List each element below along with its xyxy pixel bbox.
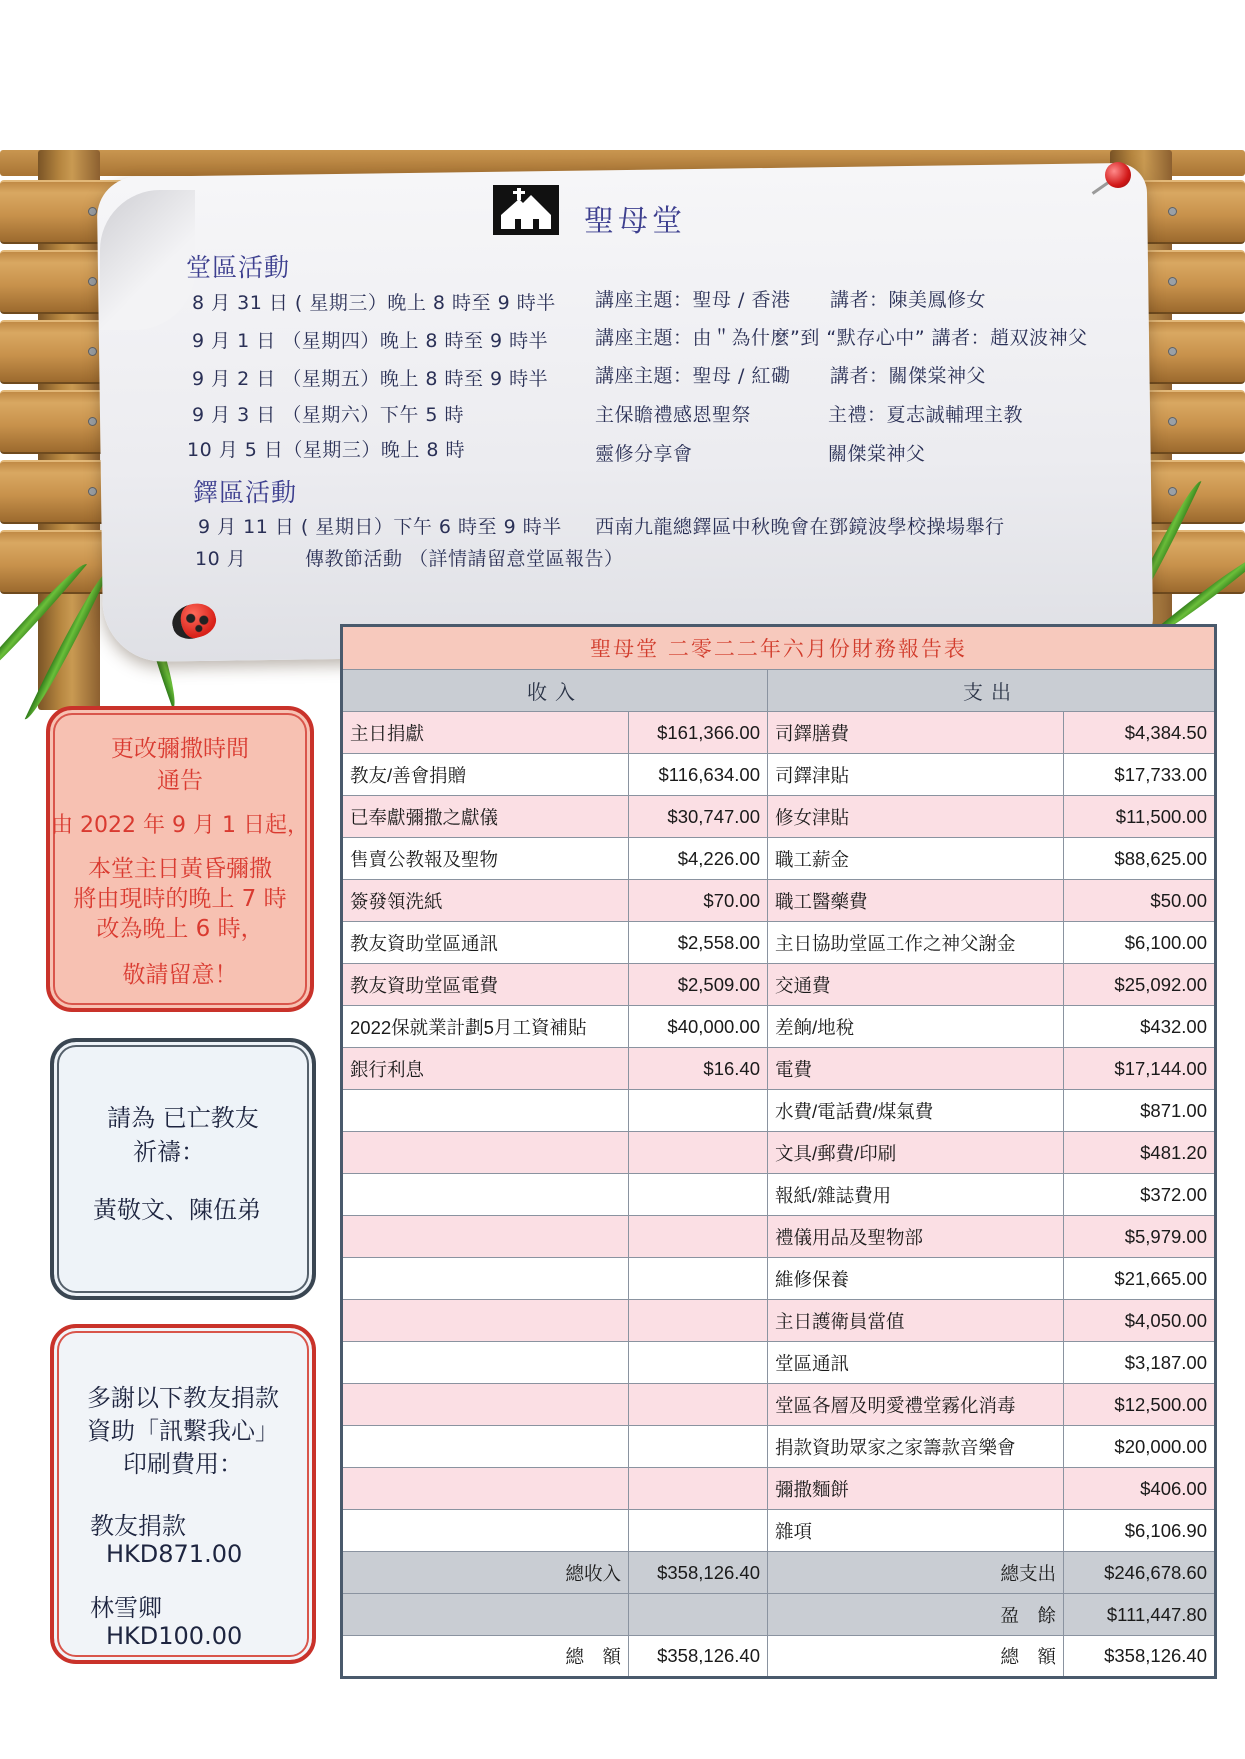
event-topic: 西南九龍總鐸區中秋晚會在鄧鏡波學校操場舉行 xyxy=(595,516,1005,538)
income-item xyxy=(342,1216,629,1258)
financial-report-table xyxy=(340,624,1217,1679)
prayer-text: 祈禱： xyxy=(133,1138,205,1166)
total-income-amount: $358,126.40 xyxy=(629,1552,768,1594)
church-name: 聖母堂 xyxy=(584,204,686,239)
expense-item: 修女津貼 xyxy=(768,796,1064,838)
event-date: 8 月 31 日 ( 星期三）晚上 8 時至 9 時半 xyxy=(192,292,556,314)
income-item xyxy=(342,1384,629,1426)
event-topic: 講座主題：聖母 / 香港 xyxy=(595,289,791,311)
finance-row xyxy=(342,1258,1216,1300)
expense-item: 雜項 xyxy=(768,1510,1064,1552)
income-item xyxy=(342,1468,629,1510)
income-item xyxy=(342,1510,629,1552)
deanery-activities-title: 鐸區活動 xyxy=(193,478,298,507)
event-speaker: 主禮：夏志誠輔理主教 xyxy=(828,404,1024,426)
expense-amount: $6,100.00 xyxy=(1064,922,1216,964)
expense-amount: $6,106.90 xyxy=(1064,1510,1216,1552)
expense-item: 彌撒麵餅 xyxy=(768,1468,1064,1510)
expense-header: 支出 xyxy=(768,670,1216,712)
income-amount xyxy=(629,1342,768,1384)
notice-heading: 通告 xyxy=(157,768,203,794)
event-date: 9 月 1 日 （星期四）晚上 8 時至 9 時半 xyxy=(192,330,549,352)
prayer-names: 黃敬文、陳伍弟 xyxy=(93,1196,261,1224)
income-item xyxy=(342,1342,629,1384)
income-item: 2022保就業計劃5月工資補貼 xyxy=(342,1006,629,1048)
income-header: 收入 xyxy=(342,670,768,712)
expense-item: 電費 xyxy=(768,1048,1064,1090)
expense-amount: $871.00 xyxy=(1064,1090,1216,1132)
expense-amount: $432.00 xyxy=(1064,1006,1216,1048)
finance-row xyxy=(342,964,1216,1006)
finance-row xyxy=(342,1426,1216,1468)
finance-row xyxy=(342,1132,1216,1174)
nail-icon xyxy=(88,487,97,496)
finance-row xyxy=(342,1216,1216,1258)
surplus-label: 盈 餘 xyxy=(768,1594,1064,1636)
income-amount: $16.40 xyxy=(629,1048,768,1090)
event-topic: 講座主題：聖母 / 紅磡 xyxy=(595,365,791,387)
income-amount xyxy=(629,1174,768,1216)
notice-text: 敬請留意！ xyxy=(122,962,238,988)
grand-total-label: 總 額 xyxy=(768,1636,1064,1678)
notice-text: 改為晚上 6 時， xyxy=(96,916,264,942)
finance-row xyxy=(342,796,1216,838)
expense-item: 維修保養 xyxy=(768,1258,1064,1300)
donor-amount: HKD100.00 xyxy=(106,1622,243,1650)
thanks-text: 多謝以下教友捐款 xyxy=(87,1384,279,1412)
expense-amount: $17,144.00 xyxy=(1064,1048,1216,1090)
finance-row xyxy=(342,1006,1216,1048)
income-item: 已奉獻彌撒之獻儀 xyxy=(342,796,629,838)
expense-item: 報紙/雜誌費用 xyxy=(768,1174,1064,1216)
nail-icon xyxy=(88,277,97,286)
event-speaker: 講者：關傑棠神父 xyxy=(830,365,987,387)
expense-amount: $17,733.00 xyxy=(1064,754,1216,796)
finance-row xyxy=(342,1090,1216,1132)
empty-cell xyxy=(342,1594,629,1636)
expense-amount: $5,979.00 xyxy=(1064,1216,1216,1258)
notice-text: 將由現時的晚上 7 時 xyxy=(73,886,287,912)
finance-row xyxy=(342,1384,1216,1426)
income-item: 銀行利息 xyxy=(342,1048,629,1090)
event-topic: 講座主題：由＂為什麼”到 “默存心中” 講者：趙双波神父 xyxy=(595,327,1088,349)
income-amount xyxy=(629,1468,768,1510)
total-expense-label: 總支出 xyxy=(768,1552,1064,1594)
income-item: 教友資助堂區通訊 xyxy=(342,922,629,964)
nail-icon xyxy=(88,417,97,426)
expense-amount: $4,384.50 xyxy=(1064,712,1216,754)
church-logo-icon xyxy=(493,185,559,235)
expense-amount: $88,625.00 xyxy=(1064,838,1216,880)
expense-amount: $372.00 xyxy=(1064,1174,1216,1216)
expense-amount: $20,000.00 xyxy=(1064,1426,1216,1468)
income-amount xyxy=(629,1510,768,1552)
income-amount xyxy=(629,1300,768,1342)
income-amount xyxy=(629,1216,768,1258)
event-speaker: 關傑棠神父 xyxy=(828,443,926,465)
nail-icon xyxy=(1168,207,1177,216)
income-amount: $4,226.00 xyxy=(629,838,768,880)
income-item: 簽發領洗紙 xyxy=(342,880,629,922)
donor-amount: HKD871.00 xyxy=(106,1540,243,1568)
grand-total-amount: $358,126.40 xyxy=(629,1636,768,1678)
expense-amount: $25,092.00 xyxy=(1064,964,1216,1006)
expense-item: 禮儀用品及聖物部 xyxy=(768,1216,1064,1258)
expense-item: 職工薪金 xyxy=(768,838,1064,880)
expense-item: 差餉/地稅 xyxy=(768,1006,1064,1048)
income-amount: $70.00 xyxy=(629,880,768,922)
income-amount: $40,000.00 xyxy=(629,1006,768,1048)
grand-total-row xyxy=(342,1636,1216,1678)
nail-icon xyxy=(88,207,97,216)
income-amount: $2,509.00 xyxy=(629,964,768,1006)
income-amount xyxy=(629,1426,768,1468)
income-amount: $161,366.00 xyxy=(629,712,768,754)
notice-heading: 更改彌撒時間 xyxy=(111,736,249,762)
finance-row xyxy=(342,880,1216,922)
grand-total-amount: $358,126.40 xyxy=(1064,1636,1216,1678)
income-amount xyxy=(629,1258,768,1300)
income-amount: $30,747.00 xyxy=(629,796,768,838)
expense-item: 司鐸津貼 xyxy=(768,754,1064,796)
nail-icon xyxy=(1168,487,1177,496)
finance-row xyxy=(342,1300,1216,1342)
income-item: 教友/善會捐贈 xyxy=(342,754,629,796)
finance-row xyxy=(342,1174,1216,1216)
income-item: 主日捐獻 xyxy=(342,712,629,754)
event-topic: 靈修分享會 xyxy=(595,443,693,465)
expense-item: 主日護衛員當值 xyxy=(768,1300,1064,1342)
nail-icon xyxy=(1168,347,1177,356)
finance-row xyxy=(342,1342,1216,1384)
prayer-request-box xyxy=(50,1038,316,1300)
expense-item: 堂區通訊 xyxy=(768,1342,1064,1384)
parish-activities-title: 堂區活動 xyxy=(186,253,291,282)
totals-row xyxy=(342,1552,1216,1594)
finance-row xyxy=(342,1048,1216,1090)
mass-time-notice xyxy=(46,706,314,1012)
income-amount: $2,558.00 xyxy=(629,922,768,964)
expense-amount: $12,500.00 xyxy=(1064,1384,1216,1426)
expense-amount: $3,187.00 xyxy=(1064,1342,1216,1384)
expense-item: 主日協助堂區工作之神父謝金 xyxy=(768,922,1064,964)
event-date: 9 月 2 日 （星期五）晚上 8 時至 9 時半 xyxy=(192,368,549,390)
expense-amount: $4,050.00 xyxy=(1064,1300,1216,1342)
event-date: 9 月 11 日 ( 星期日）下午 6 時至 9 時半 xyxy=(198,516,562,538)
expense-amount: $11,500.00 xyxy=(1064,796,1216,838)
prayer-text: 請為 已亡教友 xyxy=(107,1104,259,1132)
expense-item: 堂區各層及明愛禮堂霧化消毒 xyxy=(768,1384,1064,1426)
expense-item: 水費/電話費/煤氣費 xyxy=(768,1090,1064,1132)
event-topic: 主保瞻禮感恩聖祭 xyxy=(595,404,752,426)
expense-item: 捐款資助眾家之家籌款音樂會 xyxy=(768,1426,1064,1468)
income-item xyxy=(342,1426,629,1468)
income-amount xyxy=(629,1090,768,1132)
expense-amount: $406.00 xyxy=(1064,1468,1216,1510)
income-item: 教友資助堂區電費 xyxy=(342,964,629,1006)
thanks-text: 資助「訊繫我心」 xyxy=(87,1417,279,1445)
income-amount xyxy=(629,1132,768,1174)
expense-item: 司鐸膳費 xyxy=(768,712,1064,754)
event-date: 10 月 xyxy=(195,548,247,570)
pushpin-icon xyxy=(1105,162,1131,188)
finance-row xyxy=(342,1510,1216,1552)
event-date: 9 月 3 日 （星期六）下午 5 時 xyxy=(192,404,465,426)
thanks-text: 印刷費用： xyxy=(123,1450,243,1478)
nail-icon xyxy=(1168,417,1177,426)
total-expense-amount: $246,678.60 xyxy=(1064,1552,1216,1594)
nail-icon xyxy=(88,347,97,356)
surplus-amount: $111,447.80 xyxy=(1064,1594,1216,1636)
finance-row xyxy=(342,712,1216,754)
income-amount: $116,634.00 xyxy=(629,754,768,796)
expense-item: 職工醫藥費 xyxy=(768,880,1064,922)
event-speaker: 講者：陳美鳳修女 xyxy=(830,289,987,311)
income-item xyxy=(342,1132,629,1174)
finance-row xyxy=(342,754,1216,796)
event-topic: 傳教節活動 （詳情請留意堂區報告） xyxy=(305,548,624,570)
notice-text: 由 2022 年 9 月 1 日起， xyxy=(51,813,309,838)
expense-amount: $21,665.00 xyxy=(1064,1258,1216,1300)
income-item xyxy=(342,1174,629,1216)
expense-item: 文具/郵費/印刷 xyxy=(768,1132,1064,1174)
donor-name: 教友捐款 xyxy=(90,1512,186,1540)
expense-item: 交通費 xyxy=(768,964,1064,1006)
total-income-label: 總收入 xyxy=(342,1552,629,1594)
grand-total-label: 總 額 xyxy=(342,1636,629,1678)
income-item xyxy=(342,1090,629,1132)
finance-row xyxy=(342,838,1216,880)
income-amount xyxy=(629,1384,768,1426)
notice-text: 本堂主日黃昏彌撒 xyxy=(88,856,272,882)
finance-row xyxy=(342,922,1216,964)
expense-amount: $481.20 xyxy=(1064,1132,1216,1174)
finance-row xyxy=(342,1468,1216,1510)
surplus-row xyxy=(342,1594,1216,1636)
donor-thanks-box xyxy=(50,1324,316,1664)
donor-name: 林雪卿 xyxy=(90,1594,162,1622)
empty-cell xyxy=(629,1594,768,1636)
income-item xyxy=(342,1258,629,1300)
expense-amount: $50.00 xyxy=(1064,880,1216,922)
income-item: 售賣公教報及聖物 xyxy=(342,838,629,880)
income-item xyxy=(342,1300,629,1342)
nail-icon xyxy=(1168,277,1177,286)
report-title: 聖母堂 二零二二年六月份財務報告表 xyxy=(342,626,1216,670)
event-date: 10 月 5 日（星期三）晚上 8 時 xyxy=(187,439,466,461)
